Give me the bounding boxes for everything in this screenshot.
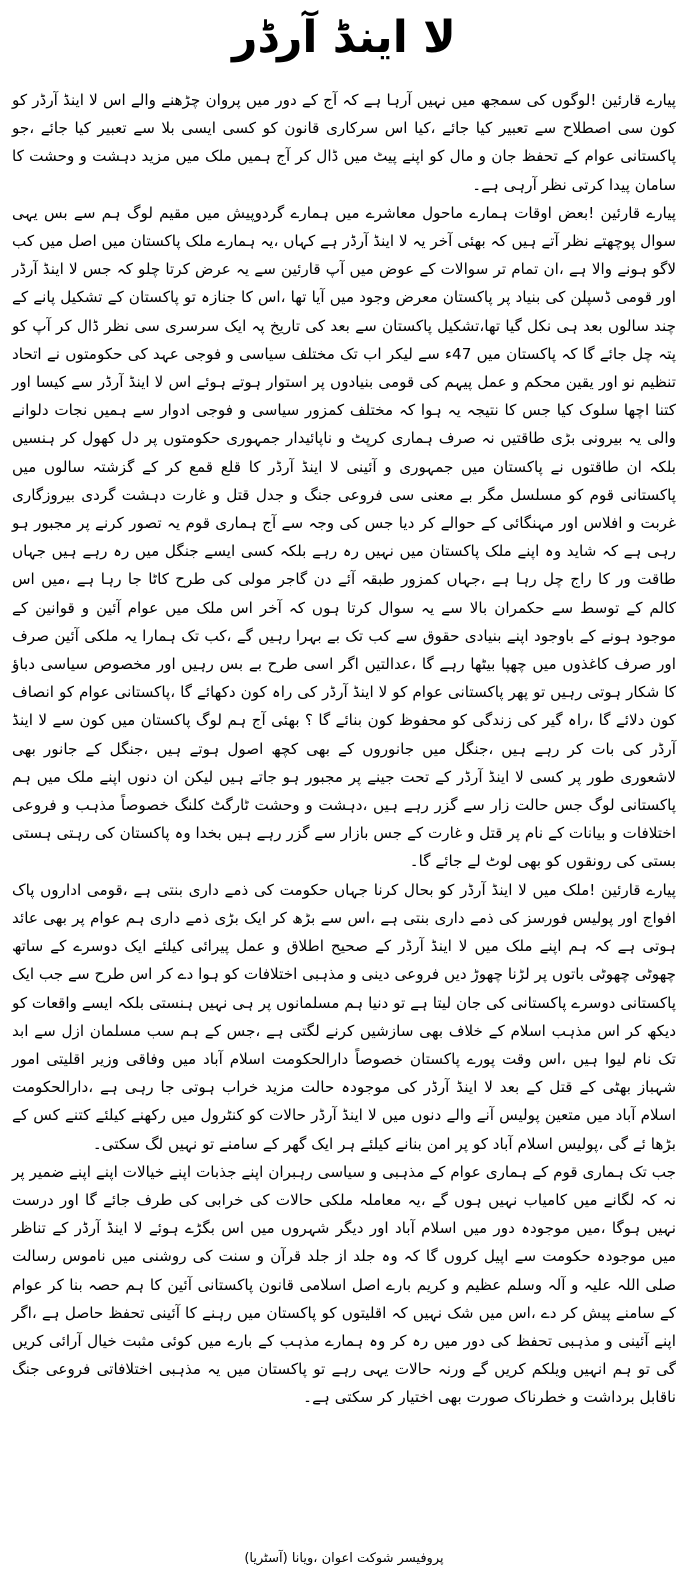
article-title: لا اینڈ آرڈر: [232, 12, 456, 63]
paragraph-4: جب تک ہماری قوم کے ہماری عوام کے مذہبی و سیاسی رہبران اپنے جذبات اپنے خیالات اپنے اپنے ضمیر پر نہ کہ لگانے میں کامیاب نہیں ہوں گے ،یہ معاملہ ملکی حالات کی خرابی کی طرف جائے گا اور درست نہیں ہوگا ،میں موجودہ دور میں اسلام آباد اور دیگر شہروں میں اس بگڑے ہوئے لا اینڈ آرڈر کے تناظر میں موجودہ حکومت سے اپیل کروں گا کہ وہ جلد از جلد قرآن و سنت کی روشنی میں ناموس رسالت صلی اللہ علیہ و آلہ وسلم عظیم و کریم بارے اصل اسلامی قانون پاکستانی آئین کا ہم حصہ بنا کر عوام کے سامنے پیش کر دے ،اس میں شک نہیں کہ اقلیتوں کو پاکستان میں رہنے کا آئینی تحفظ حاصل ہے ،اگر اپنے آئینی و مذہبی تحفظ کی دور میں رہ کر وہ ہمارے مذہب کے بارے میں کوئی مثبت خیال آرائی کریں گی تو ہم انہیں ویلکم کریں گے ورنہ حالات یہی رہے تو پاکستان میں یہ مذہبی اختلافاتی فروعی جنگ ناقابل برداشت و خطرناک صورت بھی اختیار کر سکتی ہے۔: [12, 1162, 676, 1407]
article-body: [12, 86, 676, 1412]
paragraph-1: پیارے قارئین !لوگوں کی سمجھ میں نہیں آرہا ہے کہ آج کے دور میں پروان چڑھنے والے اس لا اینڈ آرڈر کو کون سی اصطلاح سے تعبیر کیا جائے ،کیا اس سرکاری قانون کو کسی ایسی بلا سے تعبیر کیا جائے ،جو پاکستانی عوام کے تحفظ جان و مال کو اپنے پیٹ میں ڈال کر آج ہمیں ملک میں مزید دہشت و وحشت کا سامان پیدا کرتی نظر آرہی ہے۔: [12, 91, 676, 194]
paragraph-2: پیارے قارئین !بعض اوقات ہمارے ماحول معاشرے میں ہمارے گردوپیش میں مقیم لوگ ہم سے بس یہی سوال پوچھتے نظر آتے ہیں کہ بھئی آخر یہ لا اینڈ آرڈر ہے کہاں ،یہ ہمارے ملک پاکستان میں اصل میں کب لاگو ہونے والا ہے ،ان تمام تر سوالات کے عوض میں آپ قارئین سے یہ عرض کرتا چلو کہ جس لا اینڈ آرڈر اور قومی ڈسپلن کی بنیاد پر پاکستان معرض وجود میں آیا تھا ،اس کا جنازہ تو پاکستان کے تشکیل پانے کے چند سالوں بعد ہی نکل گیا تھا،تشکیل پاکستان سے بعد کی تاریخ پہ ایک سرسری سی نظر ڈال کر آپ کو پتہ چل جائے گا کہ پاکستان میں 47ء سے لیکر اب تک مختلف سیاسی و فوجی عہد کی حکومتوں نے اتحاد تنظیم نو اور یقین محکم و عمل پیہم کی قومی بنیادوں پر استوار ہوتے ہوئے اس لا اینڈ آرڈر سے کیسا اور کتنا اچھا سلوک کیا جس کا نتیجہ یہ ہوا کہ مختلف کمزور سیاسی و فوجی ادوار سے ہمیں نجات دلوانے والی یہ بیرونی بڑی طاقتیں نہ صرف ہماری کرپٹ و ناپائیدار جمہوری حکومتوں پر دل کھول کر ہنسیں بلکہ ان طاقتوں نے پاکستان میں جمہوری و آئینی لا اینڈ آرڈر کا قلع قمع کر کے گزشتہ سالوں میں پاکستانی قوم کو مسلسل مگر بے معنی سی فروعی جنگ و جدل قتل و غارت دہشت گردی بیروزگاری غربت و افلاس اور مہنگائی کے حوالے کر دیا جس کی وجہ سے آج ہماری قوم یہ تصور کرنے پر مجبور ہو رہی ہے کہ شاید وہ اپنے ملک پاکستان میں نہیں رہ رہے بلکہ کسی ایسے جنگل میں رہ رہے ہیں جہاں طاقت ور کا راج چل رہا ہے ،جہاں کمزور طبقہ آئے دن گاجر مولی کی طرح کاٹا جا رہا ہے ،میں اس کالم کے توسط سے حکمران بالا سے یہ سوال کرتا ہوں کہ آخر اس ملک میں عوام آئین و قوانین کے موجود ہونے کے باوجود اپنے بنیادی حقوق سے کب تک بے بہرا رہیں گے ،کب تک ہمارا یہ ملکی آئین صرف اور صرف کاغذوں میں چھپا بیٹھا رہے گا ،عدالتیں اگر اسی طرح بے بس رہیں اور مخصوص سیاسی دباؤ کا شکار ہوتی رہیں تو پھر پاکستانی عوام کو لا اینڈ آرڈر کی راہ کون دکھائے گا ،پاکستانی عوام کو انصاف کون دلائے گا ،راہ گیر کی زندگی کو محفوظ کون بنائے گا ؟ بھئی آج ہم لوگ پاکستان میں کون سے لا اینڈ آرڈر کی بات کر رہے ہیں ،جنگل میں جانوروں کے بھی کچھ اصول ہوتے ہیں ،جنگل کے جانور بھی لاشعوری طور پر کسی لا اینڈ آرڈر کے تحت جینے پر مجبور ہو جاتے ہیں لیکن ان دنوں اپنے ملک میں ہم پاکستانی لوگ جس حالت زار سے گزر رہے ہیں ،دہشت و وحشت ٹارگٹ کلنگ خصوصاً مذہب و فروعی اختلافات و بیانات کے نام پر قتل و غارت کے جس بازار سے گزر رہے ہیں بخدا وہ پاکستان کی رہتی ہستی بستی کی رونقوں کو بھی لوٹ لے جائے گا۔: [12, 203, 676, 871]
author-byline: پروفیسر شوکت اعوان ،ویانا (آسٹریا): [244, 1551, 444, 1566]
paragraph-3: پیارے قارئین !ملک میں لا اینڈ آرڈر کو بحال کرنا جہاں حکومت کی ذمے داری بنتی ہے ،قومی اداروں پاک افواج اور پولیس فورسز کی ذمے داری بنتی ہے ،اس سے بڑھ کر ایک بڑی ذمے داری ہم عوام پر بھی عائد ہوتی ہے کہ ہم اپنے ملک میں لا اینڈ آرڈر کے صحیح اطلاق و عمل پیرائی کیلئے ایک دوسرے کے ساتھ چھوٹی چھوٹی باتوں پر لڑنا چھوڑ دیں فروعی دینی و مذہبی اختلافات کو ہوا دے کر اس طرح سے جب ایک پاکستانی دوسرے پاکستانی کی جان لیتا ہے تو دنیا ہم مسلمانوں پر ہی نہیں ہنستی بلکہ ایسے واقعات کو دیکھ کر اس مذہب اسلام کے خلاف بھی سازشیں کرنے لگتی ہے ،جس کے ہم سب مسلمان ازل سے ابد تک نام لیوا ہیں ،اس وقت پورے پاکستان خصوصاً دارالحکومت اسلام آباد میں وفاقی وزیر اقلیتی امور شہباز بھٹی کے قتل کے بعد لا اینڈ آرڈر کی موجودہ حالت مزید خراب ہوتی جا رہی ہے ،دارالحکومت اسلام آباد میں متعین پولیس آنے والے دنوں میں لا اینڈ آرڈر حالات کو کنٹرول میں رکھنے کیلئے کتنے کس کے بڑھا ئے گی ،پولیس اسلام آباد کو پر امن بنانے کیلئے ہر ایک گھر کے سامنے تو نہیں لگ سکتی۔: [12, 880, 676, 1153]
